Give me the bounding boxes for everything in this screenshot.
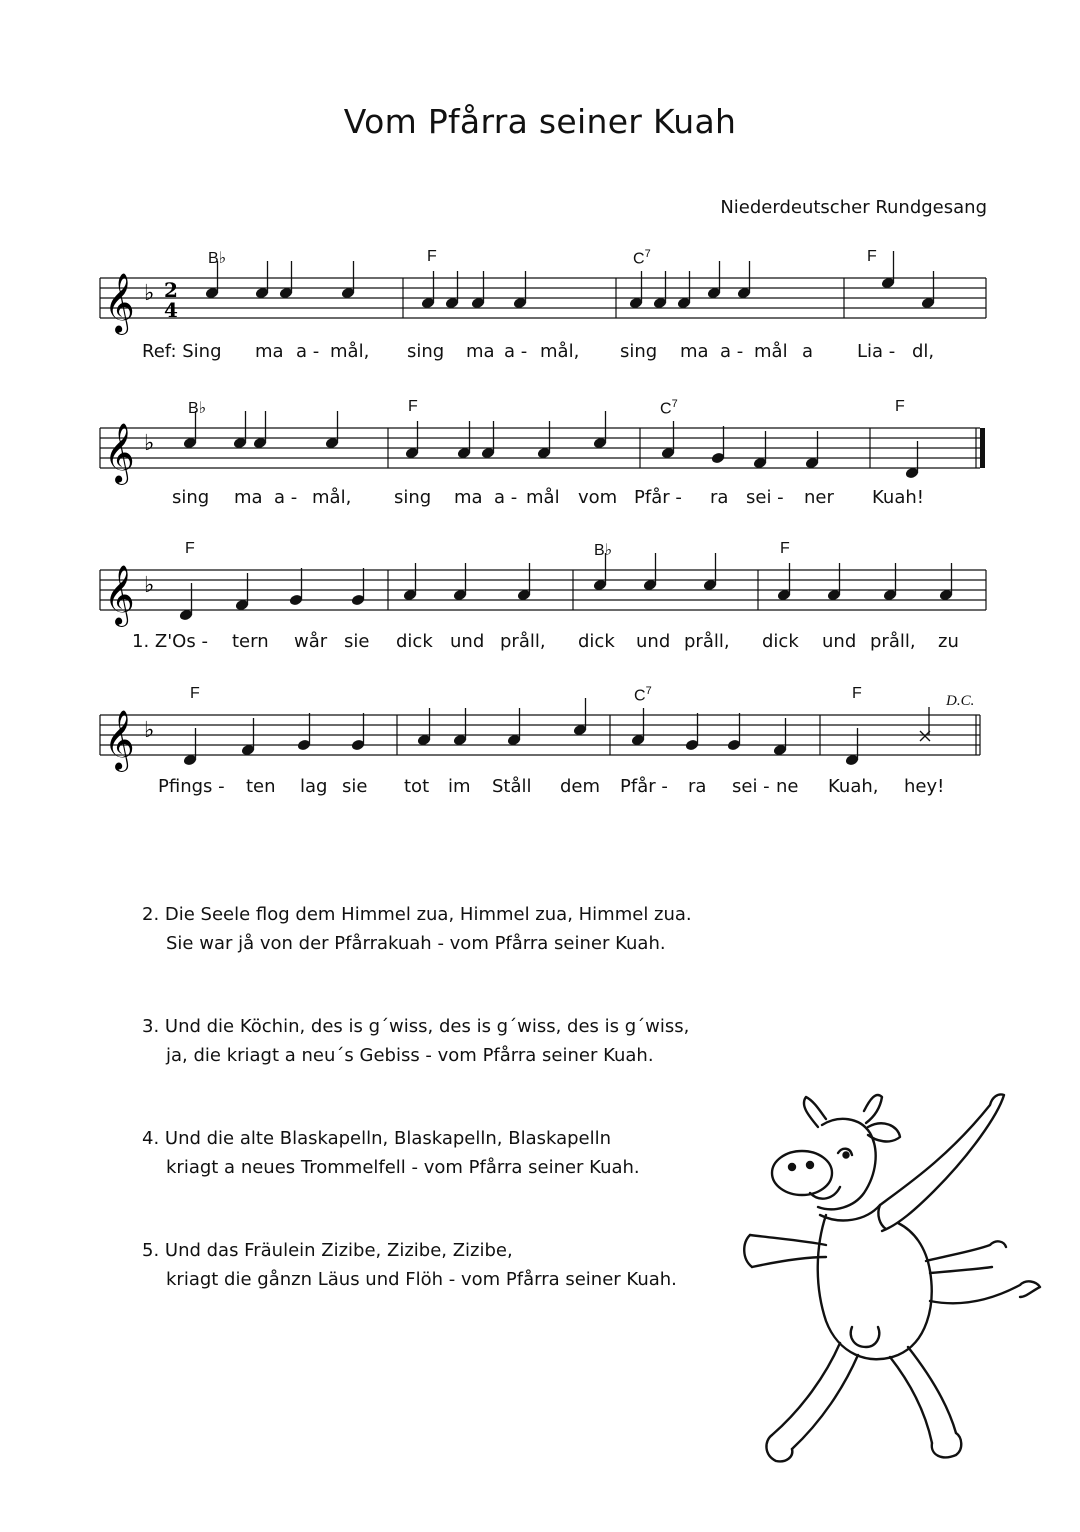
lyric-syllable: ra bbox=[710, 487, 729, 508]
lyric-syllable: pråll, bbox=[684, 631, 730, 652]
verse-3 bbox=[142, 1012, 782, 1070]
lyric-syllable: und bbox=[822, 631, 857, 652]
lyric-syllable: ma bbox=[234, 487, 263, 508]
music-system-3 bbox=[100, 540, 990, 690]
lyric-syllable: im bbox=[448, 776, 471, 797]
verse-line: Sie war jå von der Pfårrakuah - vom Pfårra seiner Kuah. bbox=[166, 933, 666, 954]
chord-symbol: F bbox=[852, 685, 862, 702]
verse-line: 4. Und die alte Blaskapelln, Blaskapelln, Blaskapelln bbox=[142, 1128, 612, 1149]
chord-symbol: F bbox=[185, 540, 195, 557]
lyric-syllable: Pfår - bbox=[634, 487, 682, 508]
notes bbox=[179, 553, 954, 621]
lyric-syllable: sing bbox=[620, 341, 658, 362]
lyric-syllable: Kuah! bbox=[872, 487, 924, 508]
lyric-syllable: ma bbox=[255, 341, 284, 362]
flat-key-signature-icon: ♭ bbox=[144, 281, 155, 306]
verse-line: 2. Die Seele flog dem Himmel zua, Himmel zua, Himmel zua. bbox=[142, 904, 692, 925]
music-system-4 bbox=[100, 685, 990, 835]
lyric-syllable: ra bbox=[688, 776, 707, 797]
lyric-syllable: ne bbox=[776, 776, 799, 797]
lyric-syllable: und bbox=[450, 631, 485, 652]
lyric-syllable: sei - bbox=[746, 487, 784, 508]
staff bbox=[100, 398, 990, 488]
lyric-syllable: dick bbox=[578, 631, 615, 652]
lyric-syllable: a - bbox=[504, 341, 528, 362]
notes bbox=[205, 251, 936, 309]
lyric-syllable: mål, bbox=[540, 341, 580, 362]
lyric-syllable: mål bbox=[754, 341, 788, 362]
lyric-syllable: Kuah, bbox=[828, 776, 879, 797]
lyric-syllable: ma bbox=[466, 341, 495, 362]
lyric-syllable: sie bbox=[344, 631, 370, 652]
lyric-syllable: tern bbox=[232, 631, 269, 652]
chord-symbol: F bbox=[867, 248, 877, 265]
music-system-2 bbox=[100, 398, 990, 548]
lyric-syllable: zu bbox=[938, 631, 959, 652]
lyric-syllable: mål, bbox=[312, 487, 352, 508]
treble-clef-icon: 𝄞 bbox=[104, 565, 135, 625]
chord-symbol: F bbox=[408, 398, 418, 415]
lyric-syllable: sing bbox=[407, 341, 445, 362]
lyric-syllable: Pfings - bbox=[158, 776, 225, 797]
chord-symbol: F bbox=[427, 248, 437, 265]
x-note-head bbox=[920, 707, 930, 741]
lyric-syllable: 1. Z'Os - bbox=[132, 631, 208, 652]
time-signature-top: 2 bbox=[164, 278, 178, 302]
chord-symbol: $C^7$ bbox=[633, 248, 651, 268]
staff bbox=[100, 248, 990, 338]
lyric-syllable: pråll, bbox=[870, 631, 916, 652]
lyric-syllable: dick bbox=[396, 631, 433, 652]
verse-2 bbox=[142, 900, 782, 958]
lyric-syllable: a - bbox=[494, 487, 518, 508]
verse-5 bbox=[142, 1236, 782, 1294]
notes bbox=[183, 411, 920, 479]
treble-clef-icon: 𝄞 bbox=[104, 273, 135, 333]
lyric-syllable: sing bbox=[394, 487, 432, 508]
verse-line: ja, die kriagt a neu´s Gebiss - vom Pfårra seiner Kuah. bbox=[166, 1045, 654, 1066]
lyric-syllable: sing bbox=[172, 487, 210, 508]
verse-line: 5. Und das Fräulein Zizibe, Zizibe, Zizibe, bbox=[142, 1240, 513, 1261]
treble-clef-icon: 𝄞 bbox=[104, 423, 135, 483]
lyric-syllable: tot bbox=[404, 776, 430, 797]
chord-symbol: B♭ bbox=[208, 250, 227, 267]
verse-line: kriagt a neues Trommelfell - vom Pfårra seiner Kuah. bbox=[166, 1157, 640, 1178]
lyric-syllable: ten bbox=[246, 776, 276, 797]
lyric-syllable: a - bbox=[274, 487, 298, 508]
verse-line: kriagt die gånzn Läus und Flöh - vom Pfårra seiner Kuah. bbox=[166, 1269, 677, 1290]
lyric-syllable: sie bbox=[342, 776, 368, 797]
chord-symbol: B♭ bbox=[594, 542, 613, 559]
music-system-1 bbox=[100, 248, 990, 398]
chord-symbol: F bbox=[895, 398, 905, 415]
chord-symbol: B♭ bbox=[188, 400, 207, 417]
lyric-syllable: ma bbox=[680, 341, 709, 362]
lyric-syllable: mål, bbox=[330, 341, 370, 362]
lyric-syllable: a bbox=[802, 341, 814, 362]
lyric-syllable: wår bbox=[294, 631, 328, 652]
flat-key-signature-icon: ♭ bbox=[144, 431, 155, 456]
chord-symbol: $C^7$ bbox=[634, 685, 652, 705]
verse-4 bbox=[142, 1124, 782, 1182]
lyric-syllable: Ref: Sing bbox=[142, 341, 222, 362]
lyric-syllable: Pfår - bbox=[620, 776, 668, 797]
verse-list bbox=[142, 900, 782, 1348]
lyric-syllable: a - bbox=[720, 341, 744, 362]
lyric-syllable: dl, bbox=[912, 341, 935, 362]
lyric-syllable: Lia - bbox=[857, 341, 896, 362]
lyric-syllable: und bbox=[636, 631, 671, 652]
time-signature-bottom: 4 bbox=[164, 298, 178, 322]
da-capo-mark: D.C. bbox=[946, 693, 975, 709]
lyric-syllable: dick bbox=[762, 631, 799, 652]
lyric-syllable: sei - bbox=[732, 776, 770, 797]
dancing-cow-illustration bbox=[730, 1075, 1060, 1515]
chord-symbol: F bbox=[190, 685, 200, 702]
song-title: Vom Pfårra seiner Kuah bbox=[343, 102, 737, 141]
verse-line: 3. Und die Köchin, des is g´wiss, des is g´wiss, des is g´wiss, bbox=[142, 1016, 690, 1037]
lyric-syllable: a - bbox=[296, 341, 320, 362]
lyric-syllable: Ståll bbox=[492, 776, 532, 797]
lyric-syllable: pråll, bbox=[500, 631, 546, 652]
lyric-syllable: hey! bbox=[904, 776, 945, 797]
chord-symbol: $C^7$ bbox=[660, 398, 678, 418]
flat-key-signature-icon: ♭ bbox=[144, 718, 155, 743]
lyric-syllable: vom bbox=[578, 487, 618, 508]
lyric-syllable: ner bbox=[804, 487, 834, 508]
lyric-syllable: lag bbox=[300, 776, 328, 797]
lyric-syllable: dem bbox=[560, 776, 601, 797]
composer-credit: Niederdeutscher Rundgesang bbox=[720, 197, 987, 218]
flat-key-signature-icon: ♭ bbox=[144, 573, 155, 598]
staff bbox=[100, 685, 990, 775]
lyric-syllable: ma bbox=[454, 487, 483, 508]
treble-clef-icon: 𝄞 bbox=[104, 710, 135, 770]
staff bbox=[100, 540, 990, 630]
notes bbox=[183, 698, 860, 766]
lyric-syllable: mål bbox=[526, 487, 560, 508]
chord-symbol: F bbox=[780, 540, 790, 557]
